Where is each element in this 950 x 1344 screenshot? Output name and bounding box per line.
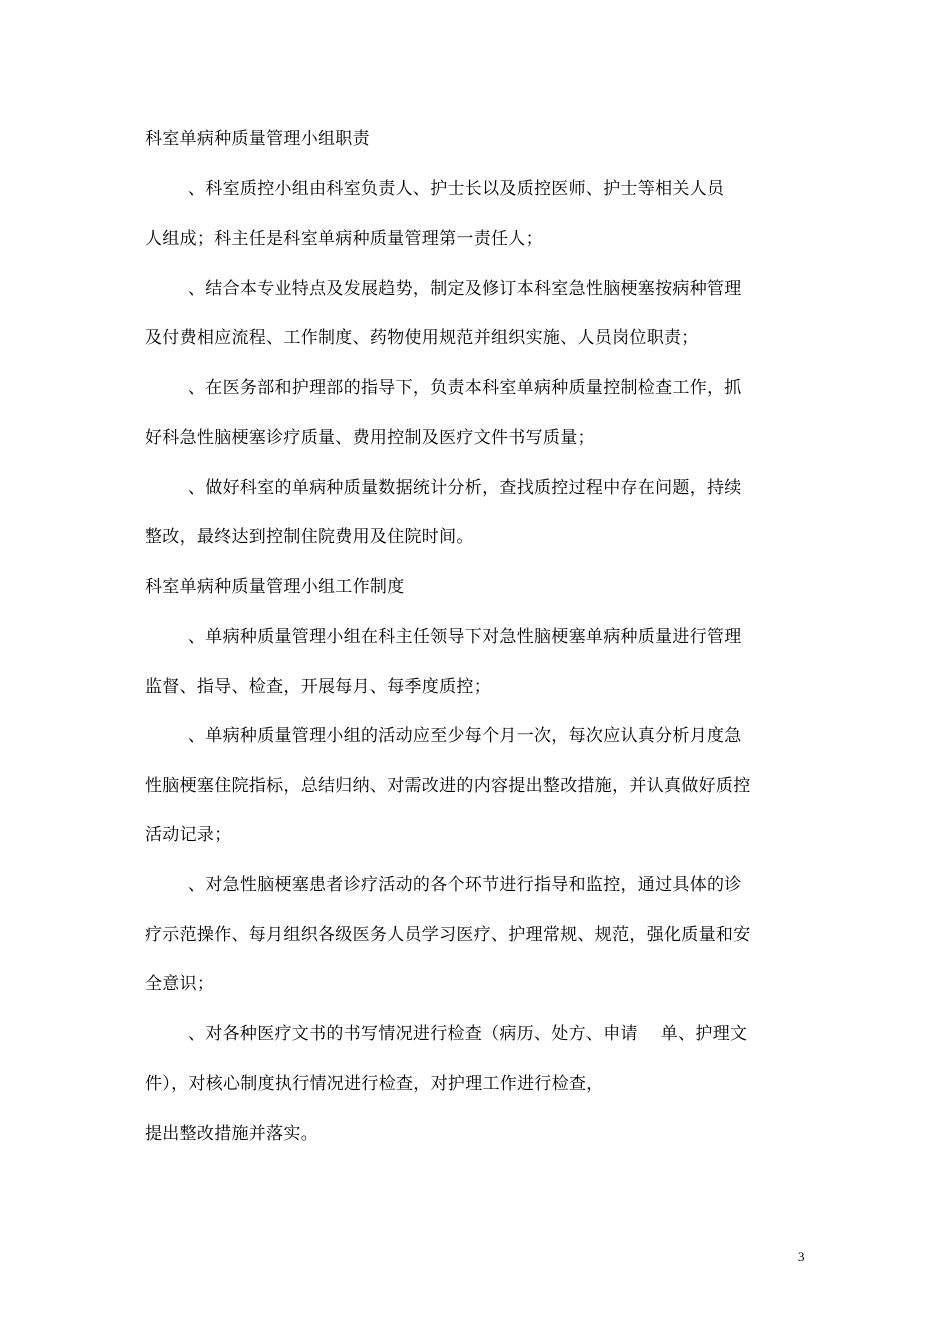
paragraph-line: 、单病种质量管理小组在科主任领导下对急性脑梗塞单病种质量进行管理 (188, 627, 742, 647)
paragraph-line: 、科室质控小组由科室负责人、护士长以及质控医师、护士等相关人员 (188, 179, 725, 199)
page-number: 3 (798, 1249, 805, 1264)
paragraph-line: 整改，最终达到控制住院费用及住院时间。 (145, 527, 474, 547)
paragraph-line: 及付费相应流程、工作制度、药物使用规范并组织实施、人员岗位职责； (145, 328, 699, 348)
paragraph-line: 好科急性脑梗塞诊疗质量、费用控制及医疗文件书写质量； (145, 428, 595, 448)
paragraph-line: 疗示范操作、每月组织各级医务人员学习医疗、护理常规、规范，强化质量和安 (145, 925, 751, 945)
paragraph-line: 、单病种质量管理小组的活动应至少每个月一次，每次应认真分析月度急 (188, 726, 742, 746)
paragraph-line: 人组成；科主任是科室单病种质量管理第一责任人； (145, 229, 543, 249)
paragraph-line: 、在医务部和护理部的指导下，负责本科室单病种质量控制检查工作，抓 (188, 378, 742, 398)
paragraph-line: 提出整改措施并落实。 (145, 1124, 318, 1144)
paragraph-line: 性脑梗塞住院指标，总结归纳、对需改进的内容提出整改措施，并认真做好质控 (145, 776, 751, 796)
paragraph-line: 、对急性脑梗塞患者诊疗活动的各个环节进行指导和监控，通过具体的诊 (188, 875, 742, 895)
section-heading-duties: 科室单病种质量管理小组职责 (145, 129, 370, 149)
paragraph-line: 件），对核心制度执行情况进行检查，对护理工作进行检查， (145, 1074, 604, 1094)
paragraph-line: 、做好科室的单病种质量数据统计分析，查找质控过程中存在问题，持续 (188, 478, 742, 498)
section-heading-work-rules: 科室单病种质量管理小组工作制度 (145, 577, 405, 597)
paragraph-line: 、对各种医疗文书的书写情况进行检查（病历、处方、申请 单、护理文 (188, 1024, 748, 1044)
paragraph-line: 监督、指导、检查，开展每月、每季度质控； (145, 677, 491, 697)
paragraph-line: 活动记录； (145, 825, 232, 845)
paragraph-line: 全意识； (145, 974, 215, 994)
paragraph-line: 、结合本专业特点及发展趋势，制定及修订本科室急性脑梗塞按病种管理 (188, 279, 742, 299)
